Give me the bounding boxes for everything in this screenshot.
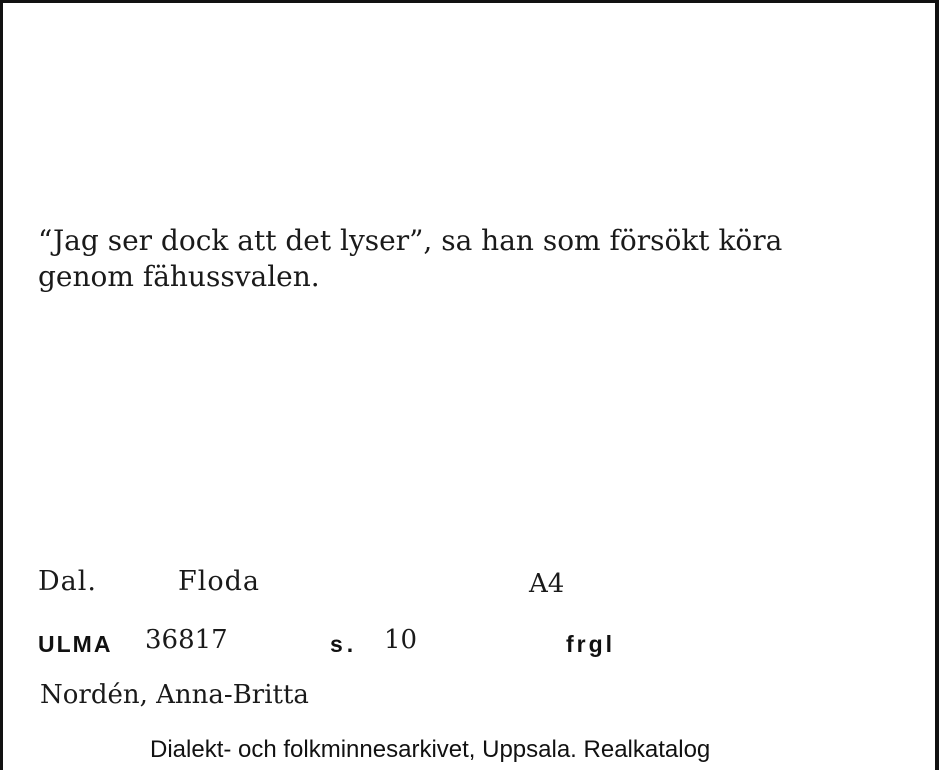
informant-name: Nordén, Anna-Britta [40,680,309,710]
archive-footer: Dialekt- och folkminnesarkivet, Uppsala. Realkatalog [150,736,711,763]
record-number: 36817 [145,625,228,655]
page-label: s. [330,631,358,657]
sheet-label: A4 [529,569,565,599]
region-label: Dal. [38,566,97,597]
category-label: frgl [566,631,616,657]
page-number: 10 [384,625,418,655]
archive-code: ULMA [38,631,113,657]
card-text: “Jag ser dock att det lyser”, sa han som försökt köra genom fähussvalen. [38,224,783,293]
place-label: Floda [178,566,261,597]
